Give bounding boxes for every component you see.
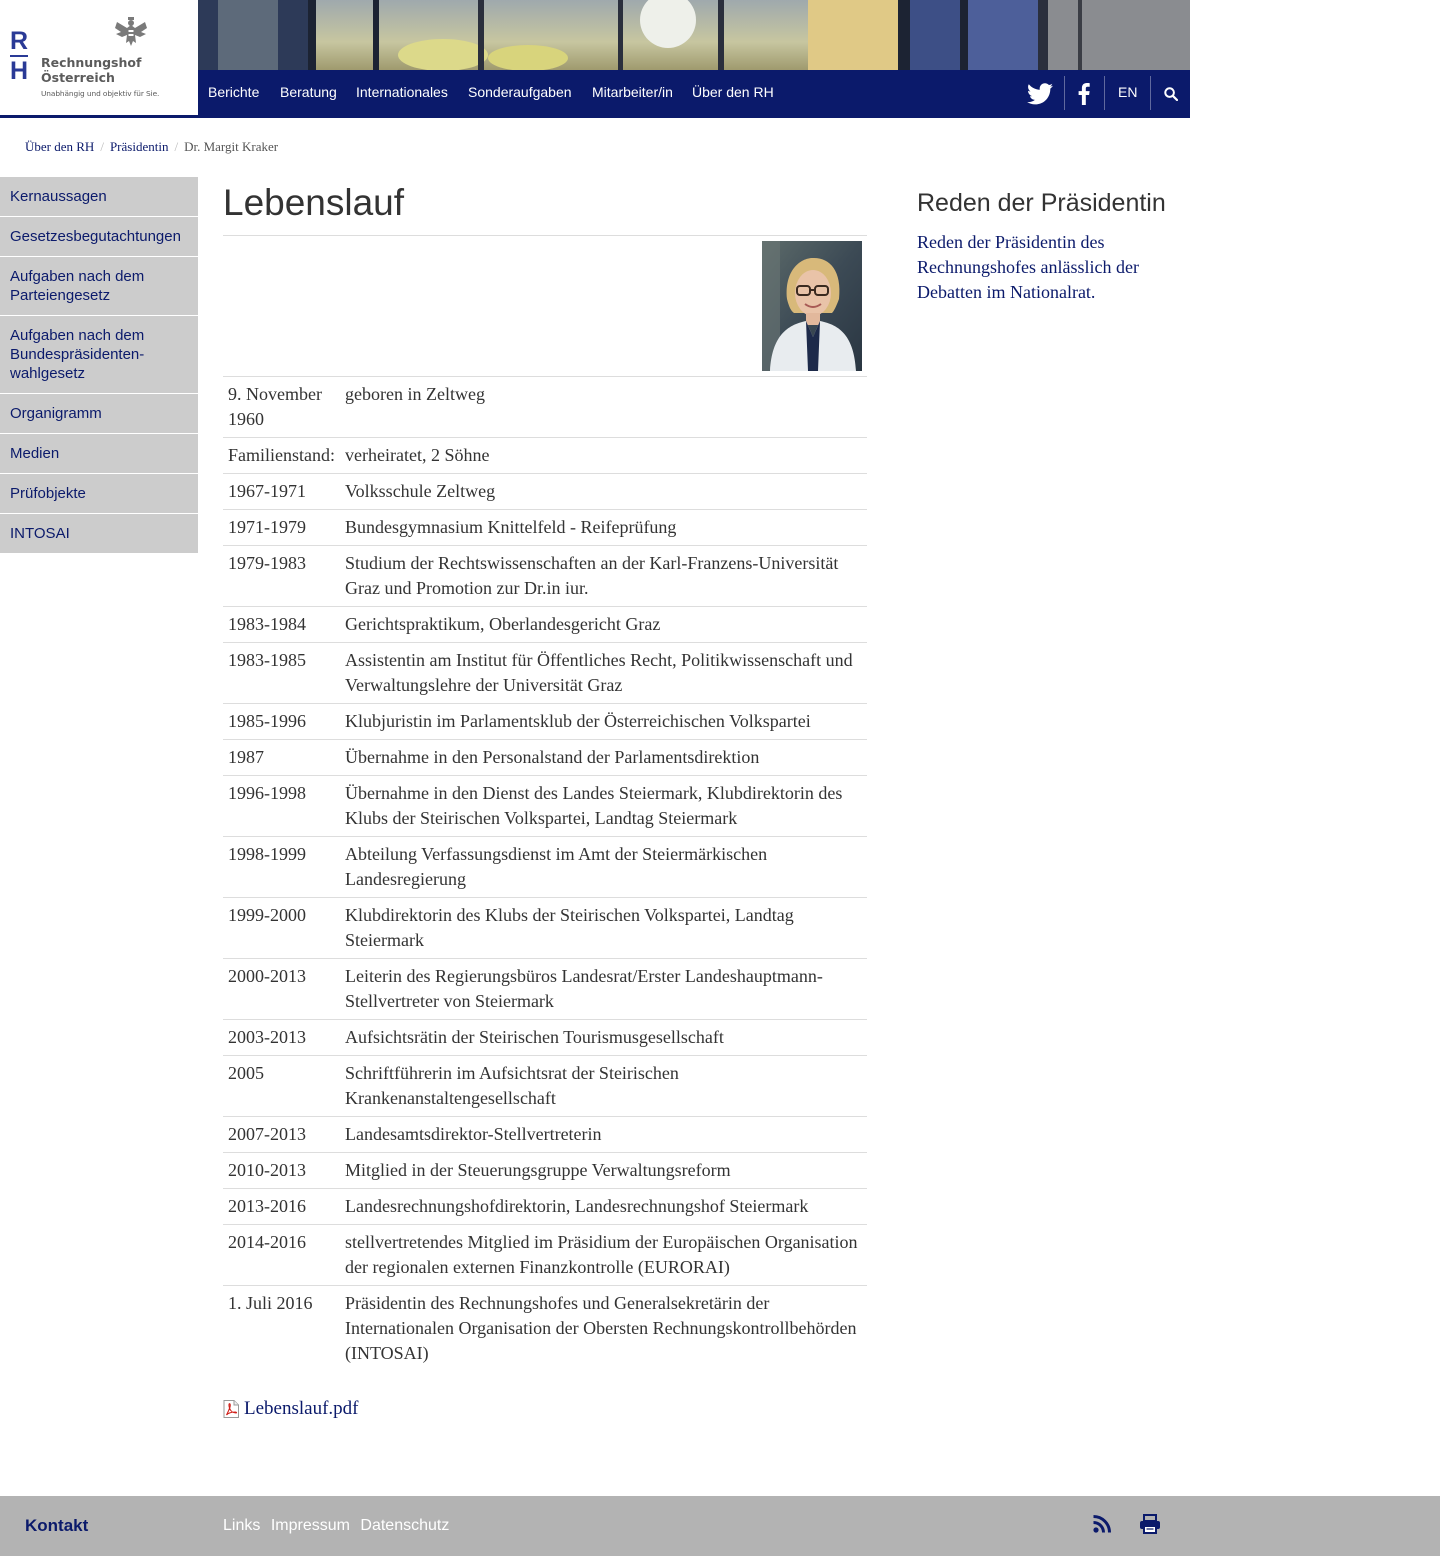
sidebar-item-kernaussagen[interactable]: Kernaussagen <box>0 177 198 217</box>
cv-row <box>223 740 867 776</box>
cv-description: Gerichtspraktikum, Oberlandesgericht Graz <box>345 614 661 634</box>
cv-date: 1999-2000 <box>228 905 306 925</box>
logo-tagline: Unabhängig und objektiv für Sie. <box>41 89 160 98</box>
cv-date: 1985-1996 <box>228 711 306 731</box>
search-button[interactable] <box>1151 70 1190 118</box>
logo[interactable] <box>0 0 198 118</box>
eagle-crest-icon <box>113 16 149 48</box>
breadcrumb-separator: / <box>174 139 179 154</box>
print-icon <box>1139 1514 1161 1534</box>
nav-berichte[interactable]: Berichte <box>208 84 260 100</box>
portrait-photo <box>762 241 862 371</box>
cv-date: 2005 <box>228 1063 264 1083</box>
cv-date: 2013-2016 <box>228 1196 306 1216</box>
sidebar-item-medien[interactable]: Medien <box>0 434 198 474</box>
nav-beratung[interactable]: Beratung <box>280 84 337 100</box>
breadcrumb-current: Dr. Margit Kraker <box>184 139 279 154</box>
twitter-button[interactable] <box>1016 70 1064 118</box>
cv-description: Mitglied in der Steuerungsgruppe Verwaltungsreform <box>345 1160 731 1180</box>
cv-description: Schriftführerin im Aufsichtsrat der Steirischen Krankenanstaltengesellschaft <box>345 1063 679 1108</box>
cv-row <box>223 898 867 959</box>
nav-ueber-den-rh[interactable]: Über den RH <box>692 84 774 100</box>
speeches-link[interactable]: Reden der Präsidentin des Rechnungshofes anlässlich der Debatten im Nationalrat. <box>917 232 1139 302</box>
nav-divider <box>1104 76 1105 110</box>
cv-description: Studium der Rechtswissenschaften an der Karl-Franzens-Universität Graz und Promotion zur Dr.in iur. <box>345 553 839 598</box>
facebook-button[interactable] <box>1065 70 1103 118</box>
pdf-link-label: Lebenslauf.pdf <box>244 1398 359 1419</box>
cv-description: Landesrechnungshofdirektorin, Landesrechnungshof Steiermark <box>345 1196 809 1216</box>
rss-icon <box>1092 1514 1112 1534</box>
cv-row <box>223 1117 867 1153</box>
footer-link-links[interactable]: Links <box>223 1517 261 1534</box>
footer-links <box>223 1496 449 1556</box>
cv-date: 1983-1985 <box>228 650 306 670</box>
cv-date: 2014-2016 <box>228 1232 306 1252</box>
cv-date: 2000-2013 <box>228 966 306 986</box>
pdf-download-link[interactable] <box>223 1398 358 1420</box>
cv-row <box>223 1153 867 1189</box>
cv-description: Abteilung Verfassungsdienst im Amt der Steiermärkischen Landesregierung <box>345 844 768 889</box>
twitter-icon <box>1027 83 1053 105</box>
cv-date: 9. November 1960 <box>228 384 322 429</box>
sidebar-item-bundespraesidentenwahlgesetz[interactable]: Aufgaben nach dem Bundespräsidenten-wahlgesetz <box>0 316 198 394</box>
breadcrumb-separator: / <box>100 139 104 154</box>
footer-link-datenschutz[interactable]: Datenschutz <box>360 1517 450 1534</box>
cv-description: Assistentin am Institut für Öffentliches Recht, Politikwissenschaft und Verwaltungslehre der Universität Graz <box>345 650 853 695</box>
logo-wordmark: Rechnungshof Österreich <box>41 55 142 85</box>
cv-row <box>223 959 867 1020</box>
cv-description: Leiterin des Regierungsbüros Landesrat/Erster Landeshauptmann-Stellvertreter von Steiermark <box>345 966 823 1011</box>
main-navigation <box>198 70 1190 118</box>
breadcrumb <box>25 139 278 155</box>
cv-date: Familienstand: <box>228 445 335 465</box>
cv-description: Volksschule Zeltweg <box>345 481 496 501</box>
logo-mark <box>10 28 30 84</box>
page-title: Lebenslauf <box>223 182 405 223</box>
cv-row <box>223 776 867 837</box>
nav-sonderaufgaben[interactable]: Sonderaufgaben <box>468 84 572 100</box>
cv-description: Klubjuristin im Parlamentsklub der Österreichischen Volkspartei <box>345 711 811 731</box>
cv-row <box>223 704 867 740</box>
cv-row <box>223 438 867 474</box>
cv-row <box>223 1286 867 1372</box>
sidebar-item-organigramm[interactable]: Organigramm <box>0 394 198 434</box>
sidebar-item-parteiengesetz[interactable]: Aufgaben nach dem Parteiengesetz <box>0 257 198 316</box>
cv-date: 1967-1971 <box>228 481 306 501</box>
print-button[interactable] <box>1139 1514 1161 1536</box>
cv-row <box>223 546 867 607</box>
footer-link-impressum[interactable]: Impressum <box>270 1517 350 1534</box>
cv-table <box>223 377 867 1371</box>
cv-date: 1979-1983 <box>228 553 306 573</box>
cv-description: Präsidentin des Rechnungshofes und Generalsekretärin der Internationalen Organisation der Obersten Rechnungskontrollbehörden (INTOSAI) <box>345 1293 857 1363</box>
pdf-file-icon <box>223 1400 239 1418</box>
cv-date: 1971-1979 <box>228 517 306 537</box>
cv-date: 1987 <box>228 747 264 767</box>
header-banner-image <box>198 0 1190 70</box>
sidebar-item-gesetzesbegutachtungen[interactable]: Gesetzesbegutachtungen <box>0 217 198 257</box>
footer <box>0 1496 1440 1556</box>
breadcrumb-item-ueber-den-rh[interactable]: Über den RH <box>25 139 95 154</box>
cv-row <box>223 1020 867 1056</box>
aside-title: Reden der Präsidentin <box>917 189 1166 217</box>
sidebar-item-pruefobjekte[interactable]: Prüfobjekte <box>0 474 198 514</box>
breadcrumb-item-praesidentin[interactable]: Präsidentin <box>109 139 169 154</box>
facebook-icon <box>1078 83 1090 105</box>
cv-row <box>223 837 867 898</box>
cv-row <box>223 510 867 546</box>
cv-description: stellvertretendes Mitglied im Präsidium der Europäischen Organisation der regionalen externen Finanzkontrolle (EURORAI) <box>345 1232 858 1277</box>
cv-row <box>223 607 867 643</box>
rss-button[interactable] <box>1092 1514 1114 1536</box>
cv-date: 2003-2013 <box>228 1027 306 1047</box>
cv-description: Übernahme in den Personalstand der Parlamentsdirektion <box>345 747 760 767</box>
footer-kontakt-link[interactable]: Kontakt <box>25 1516 89 1535</box>
cv-description: geboren in Zeltweg <box>345 384 485 404</box>
cv-row <box>223 377 867 438</box>
cv-description: verheiratet, 2 Söhne <box>345 445 490 465</box>
cv-description: Klubdirektorin des Klubs der Steirischen Volkspartei, Landtag Steiermark <box>345 905 794 950</box>
cv-date: 2007-2013 <box>228 1124 306 1144</box>
cv-description: Bundesgymnasium Knittelfeld - Reifeprüfung <box>345 517 677 537</box>
cv-description: Übernahme in den Dienst des Landes Steiermark, Klubdirektorin des Klubs der Steirischen Volkspartei, Landtag Steiermark <box>345 783 843 828</box>
cv-row <box>223 1056 867 1117</box>
cv-date: 1. Juli 2016 <box>228 1293 313 1313</box>
logo-letter-h: H <box>10 57 29 85</box>
nav-mitarbeiter[interactable]: Mitarbeiter/in <box>592 84 673 100</box>
cv-row <box>223 643 867 704</box>
nav-internationales[interactable]: Internationales <box>356 84 448 100</box>
cv-row <box>223 474 867 510</box>
search-icon <box>1164 87 1178 101</box>
sidebar-navigation <box>0 177 198 553</box>
cv-description: Landesamtsdirektor-Stellvertreterin <box>345 1124 602 1144</box>
language-switch-en[interactable]: EN <box>1118 84 1138 100</box>
cv-date: 1996-1998 <box>228 783 306 803</box>
cv-date: 1983-1984 <box>228 614 306 634</box>
cv-date: 2010-2013 <box>228 1160 306 1180</box>
sidebar-item-intosai[interactable]: INTOSAI <box>0 514 198 553</box>
logo-underline <box>0 115 198 118</box>
cv-row <box>223 1225 867 1286</box>
portrait-row <box>223 236 867 377</box>
cv-date: 1998-1999 <box>228 844 306 864</box>
cv-description: Aufsichtsrätin der Steirischen Tourismusgesellschaft <box>345 1027 724 1047</box>
cv-row <box>223 1189 867 1225</box>
logo-letter-r: R <box>10 27 29 55</box>
